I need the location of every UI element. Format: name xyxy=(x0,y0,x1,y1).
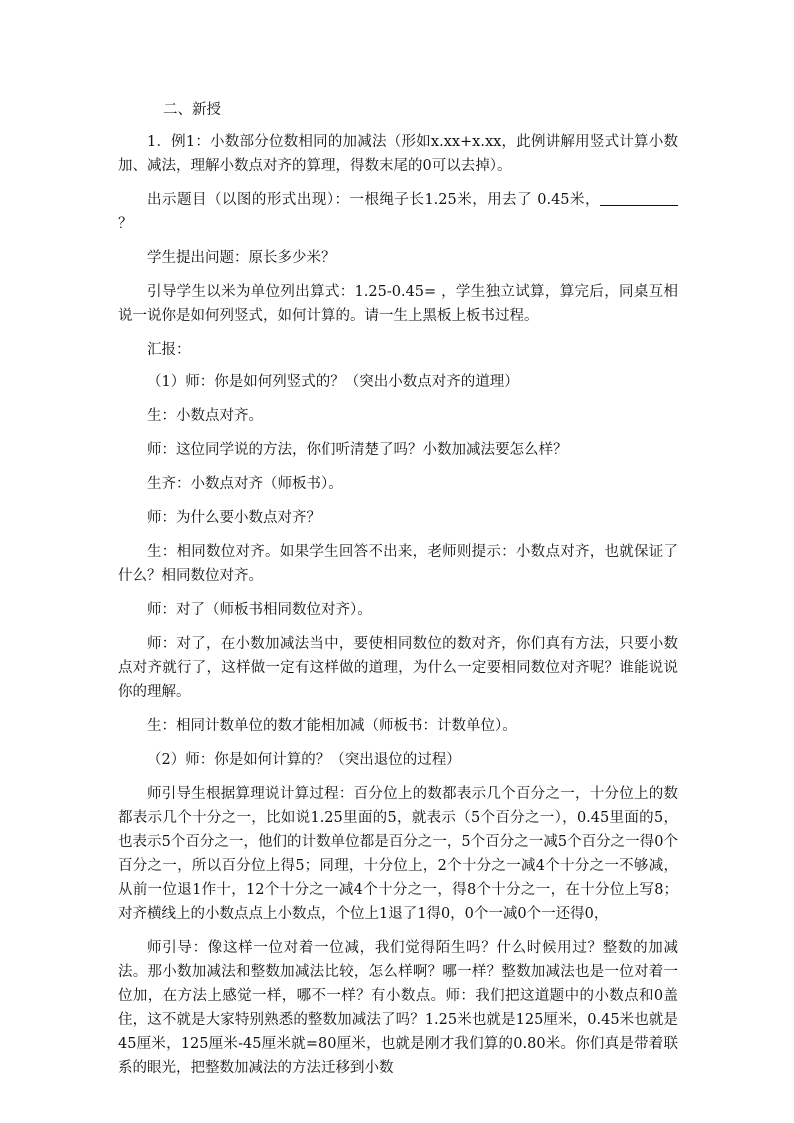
paragraph-teacher-4: 师：对了，在小数加减法当中，要使相同数位的数对齐，你们真有方法，只要小数点对齐就行了，这样做一定有这样做的道理，为什么一定要相同数位对齐呢？谁能说说你的理解。 xyxy=(118,636,678,700)
paragraph-example: 1．例1：小数部分位数相同的加减法（形如x.xx+x.xx，此例讲解用竖式计算小数加、减法，理解小数点对齐的算理，得数末尾的0可以去掉）。 xyxy=(118,134,678,174)
paragraph-student-3: 生：相同数位对齐。如果学生回答不出来，老师则提示：小数点对齐，也就保证了什么？相同数位对齐。 xyxy=(118,544,678,584)
paragraph-report: 汇报： xyxy=(147,342,191,358)
paragraph-step-2: （2）师：你是如何计算的？（突出退位的过程） xyxy=(147,752,461,768)
answer-blank xyxy=(600,191,678,206)
paragraph-question: 学生提出问题：原长多少米？ xyxy=(147,250,336,266)
paragraph-student-4: 生：相同计数单位的数才能相加减（师板书：计数单位）。 xyxy=(147,718,517,734)
problem-text: 出示题目（以图的形式出现）：一根绳子长1.25米，用去了 0.45米， xyxy=(147,192,600,208)
paragraph-guide: 引导学生以米为单位列出算式：1.25-0.45= ，学生独立试算，算完后，同桌互相说一说你是如何列竖式，如何计算的。请一生上黑板上板书过程。 xyxy=(118,284,678,324)
paragraph-teacher-guide: 师引导：像这样一位对着一位减，我们觉得陌生吗？什么时候用过？整数的加减法。那小数加减法和整数加减法比较，怎么样啊？哪一样？整数加减法也是一位对着一位加，在方法上感觉一样，哪不一样？有小数点。师：我们把这道题中的小数点和0盖住，这不就是大家特别熟悉的整数加减法了吗？1.25米也就是125厘米，0.45米也就是45厘米，125厘米-45厘米就=80厘米，也就是刚才我们算的0.80米。你们真是带着联系的眼光，把整数加减法的方法迁移到小数 xyxy=(118,940,678,1076)
paragraph-student-1: 生：小数点对齐。 xyxy=(147,408,263,424)
document-body xyxy=(118,98,678,1090)
paragraph-problem xyxy=(118,188,678,236)
paragraph-student-2: 生齐：小数点对齐（师板书）。 xyxy=(147,476,343,492)
paragraph-teacher-3: 师：对了（师板书相同数位对齐）。 xyxy=(147,602,372,618)
paragraph-step-1: （1）师：你是如何列竖式的？（突出小数点对齐的道理） xyxy=(147,374,519,390)
paragraph-teacher-2: 师：为什么要小数点对齐？ xyxy=(147,510,321,526)
section-title: 二、新授 xyxy=(163,102,221,118)
paragraph-calculation: 师引导生根据算理说计算过程：百分位上的数都表示几个百分之一，十分位上的数都表示几个十分之一，比如说1.25里面的5，就表示（5个百分之一），0.45里面的5，也表示5个百分之一，他们的计数单位都是百分之一，5个百分之一减5个百分之一得0个百分之一，所以百分位上得5；同理，十分位上，2个十分之一减4个十分之一不够减，从前一位退1作十，12个十分之一减4个十分之一，得8个十分之一，在十分位上写8；对齐横线上的小数点点上小数点，个位上1退了1得0，0个一减0个一还得0， xyxy=(118,786,678,922)
paragraph-teacher-1: 师：这位同学说的方法，你们听清楚了吗？小数加减法要怎么样？ xyxy=(147,442,568,458)
problem-question-mark: ？ xyxy=(118,216,133,232)
